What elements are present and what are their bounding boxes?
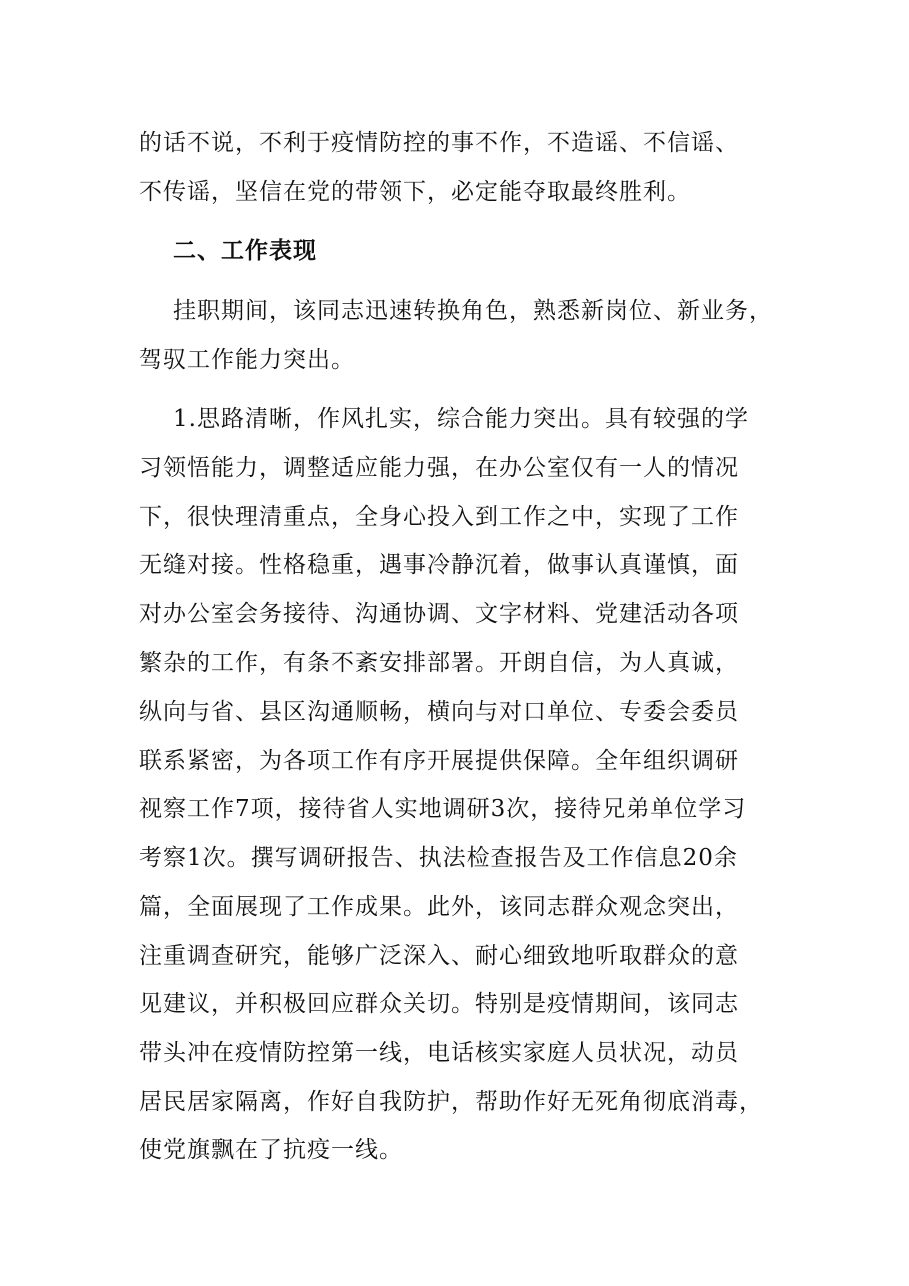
paragraph-line: 联系紧密，为各项工作有序开展提供保障。全年组织调研: [139, 748, 739, 774]
paragraph-line: 带头冲在疫情防控第一线，电话核实家庭人员状况，动员: [139, 1040, 739, 1066]
paragraph-line: 篇，全面展现了工作成果。此外，该同志群众观念突出，: [139, 894, 739, 920]
paragraph-line: 习领悟能力，调整适应能力强，在办公室仅有一人的情况: [139, 455, 739, 481]
paragraph-line: 1.思路清晰，作风扎实，综合能力突出。具有较强的学: [173, 406, 749, 432]
paragraph-line: 见建议，并积极回应群众关切。特别是疫情期间，该同志: [139, 991, 739, 1017]
paragraph-line: 居民居家隔离，作好自我防护，帮助作好无死角彻底消毒，: [139, 1089, 763, 1115]
paragraph-line: 繁杂的工作，有条不紊安排部署。开朗自信，为人真诚，: [139, 650, 739, 676]
paragraph-line: 使党旗飘在了抗疫一线。: [139, 1137, 403, 1163]
paragraph-line: 对办公室会务接待、沟通协调、文字材料、党建活动各项: [139, 601, 739, 627]
section-heading: 二、工作表现: [173, 238, 317, 264]
paragraph-line: 纵向与省、县区沟通顺畅，横向与对口单位、专委会委员: [139, 699, 739, 725]
paragraph-line: 驾驭工作能力突出。: [139, 347, 355, 373]
paragraph-line: 的话不说，不利于疫情防控的事不作，不造谣、不信谣、: [139, 130, 739, 156]
paragraph-line: 下，很快理清重点，全身心投入到工作之中，实现了工作: [139, 504, 739, 530]
paragraph-line: 注重调查研究，能够广泛深入、耐心细致地听取群众的意: [139, 943, 739, 969]
paragraph-line: 挂职期间，该同志迅速转换角色，熟悉新岗位、新业务，: [173, 298, 773, 324]
paragraph-line: 无缝对接。性格稳重，遇事冷静沉着，做事认真谨慎，面: [139, 552, 739, 578]
paragraph-line: 不传谣，坚信在党的带领下，必定能夺取最终胜利。: [139, 179, 691, 205]
paragraph-line: 视察工作7项，接待省人实地调研3次，接待兄弟单位学习: [139, 796, 747, 822]
paragraph-line: 考察1次。撰写调研报告、执法检查报告及工作信息20余: [139, 845, 738, 871]
